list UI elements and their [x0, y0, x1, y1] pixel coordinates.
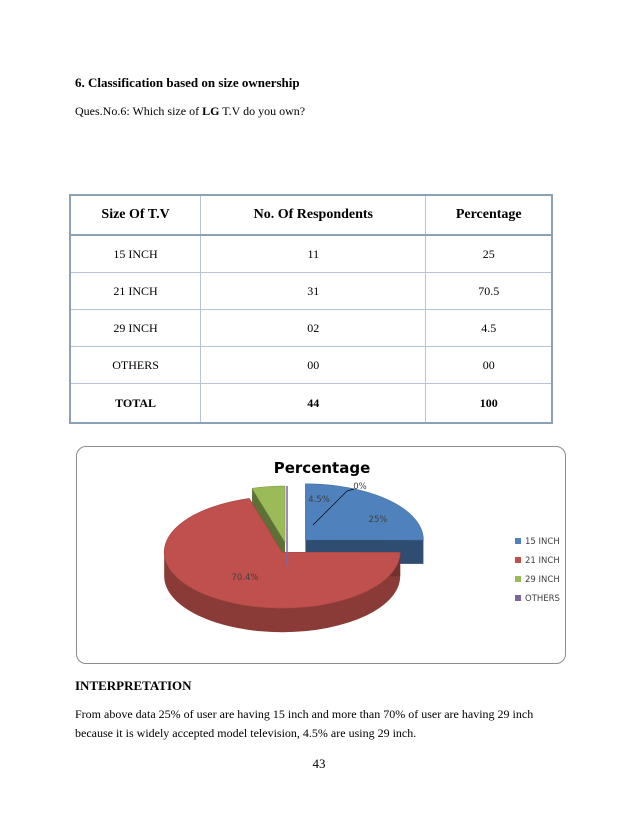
table-cell: 00 — [201, 347, 426, 384]
table-cell: 100 — [426, 384, 552, 424]
question-brand: LG — [202, 104, 220, 118]
table-cell: 44 — [201, 384, 426, 424]
data-label: 4.5% — [308, 495, 330, 505]
table-header-cell: Size Of T.V — [70, 195, 201, 235]
table-cell: 29 INCH — [70, 310, 201, 347]
pie-chart-container — [76, 446, 566, 664]
legend-label: 15 INCH — [525, 537, 560, 547]
table-row — [70, 235, 552, 273]
chart-title: Percentage — [273, 459, 371, 477]
legend-label: 21 INCH — [525, 556, 560, 566]
pie-chart — [77, 447, 567, 665]
table-cell: 21 INCH — [70, 273, 201, 310]
legend-label: OTHERS — [525, 594, 560, 604]
pie-slice — [305, 484, 423, 540]
page-number: 43 — [312, 756, 326, 771]
legend-swatch — [515, 557, 521, 563]
interpretation-text: From above data 25% of user are having 15 inch and more than 70% of user are having 29 inch because it is widely accepted model television, 4.5% are using 29 inch. — [75, 707, 534, 740]
table-header-row — [70, 195, 552, 235]
interpretation-title: INTERPRETATION — [75, 678, 192, 693]
table-row — [70, 273, 552, 310]
table-header-cell: No. Of Respondents — [201, 195, 426, 235]
table-row — [70, 310, 552, 347]
data-label: 70.4% — [231, 573, 259, 583]
table-header-cell: Percentage — [426, 195, 552, 235]
table-cell: 25 — [426, 235, 552, 273]
question-text — [75, 104, 305, 119]
data-label: 0% — [353, 482, 367, 492]
table-cell: 70.5 — [426, 273, 552, 310]
table-cell: 00 — [426, 347, 552, 384]
table-cell: OTHERS — [70, 347, 201, 384]
table-cell: 02 — [201, 310, 426, 347]
table-cell: 4.5 — [426, 310, 552, 347]
section-heading: 6. Classification based on size ownership — [75, 75, 300, 90]
legend-label: 29 INCH — [525, 575, 560, 585]
question-prefix: Ques.No.6: Which size of — [75, 104, 203, 118]
table-cell: 11 — [201, 235, 426, 273]
question-suffix: T.V do you own? — [219, 104, 306, 118]
table-cell: TOTAL — [70, 384, 201, 424]
table-row — [70, 347, 552, 384]
legend-swatch — [515, 538, 521, 544]
table-cell: 31 — [201, 273, 426, 310]
table-cell: 15 INCH — [70, 235, 201, 273]
legend-swatch — [515, 595, 521, 601]
table-total-row — [70, 384, 552, 424]
data-label: 25% — [368, 515, 388, 525]
legend-swatch — [515, 576, 521, 582]
size-ownership-table — [69, 194, 553, 424]
